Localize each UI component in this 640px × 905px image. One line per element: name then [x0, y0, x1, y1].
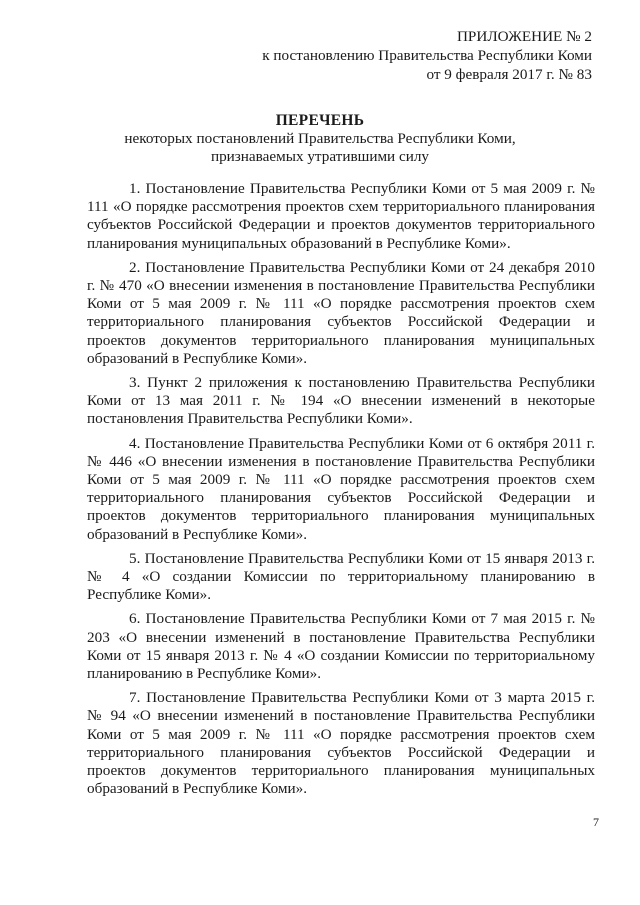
list-item-7: 7. Постановление Правительства Республики Коми от 3 марта 2015 г. № 94 «О внесении изменений в постановление Правительства Республики Коми от 5 мая 2009 г. № 111 «О порядке рассмотрения проектов схем территориального планирования субъектов Российской Федерации и проектов документов территориального планирования муниципальных образований в Республике Коми».	[87, 689, 595, 798]
items-list	[87, 180, 595, 805]
document-subtitle-line-2: признаваемых утратившими силу	[210, 148, 430, 165]
appendix-reference: к постановлению Правительства Республики Коми	[262, 47, 592, 64]
list-item-1: 1. Постановление Правительства Республики Коми от 5 мая 2009 г. № 111 «О порядке рассмотрения проектов схем территориального планирования субъектов Российской Федерации и проектов документов территориального планирования муниципальных образований в Республике Коми».	[87, 180, 595, 252]
page-number: 7	[593, 815, 599, 829]
list-item-4: 4. Постановление Правительства Республики Коми от 6 октября 2011 г. № 446 «О внесении изменения в постановление Правительства Республики Коми от 5 мая 2009 г. № 111 «О порядке рассмотрения проектов схем территориального планирования субъектов Российской Федерации и проектов документов территориального планирования муниципальных образований в Республике Коми».	[87, 434, 595, 543]
appendix-number: ПРИЛОЖЕНИЕ № 2	[456, 28, 592, 45]
list-item-5: 5. Постановление Правительства Республики Коми от 15 января 2013 г. № 4 «О создании Комиссии по территориальному планированию в Республике Коми».	[87, 549, 595, 604]
list-item-2: 2. Постановление Правительства Республики Коми от 24 декабря 2010 г. № 470 «О внесении изменения в постановление Правительства Республики Коми от 5 мая 2009 г. № 111 «О порядке рассмотрения проектов схем территориального планирования субъектов Российской Федерации и проектов документов территориального планирования муниципальных образований в Республике Коми».	[87, 258, 595, 367]
appendix-date: от 9 февраля 2017 г. № 83	[426, 66, 592, 83]
document-subtitle-line-1: некоторых постановлений Правительства Республики Коми,	[124, 130, 516, 147]
title-block	[0, 111, 640, 166]
appendix-header	[262, 27, 592, 84]
document-title: ПЕРЕЧЕНЬ	[275, 112, 365, 129]
list-item-6: 6. Постановление Правительства Республики Коми от 7 мая 2015 г. № 203 «О внесении изменений в постановление Правительства Республики Коми от 15 января 2013 г. № 4 «О создании Комиссии по территориальному планированию в Республике Коми».	[87, 610, 595, 683]
list-item-3: 3. Пункт 2 приложения к постановлению Правительства Республики Коми от 13 мая 2011 г. № 194 «О внесении изменений в некоторые постановления Правительства Республики Коми».	[87, 374, 595, 428]
